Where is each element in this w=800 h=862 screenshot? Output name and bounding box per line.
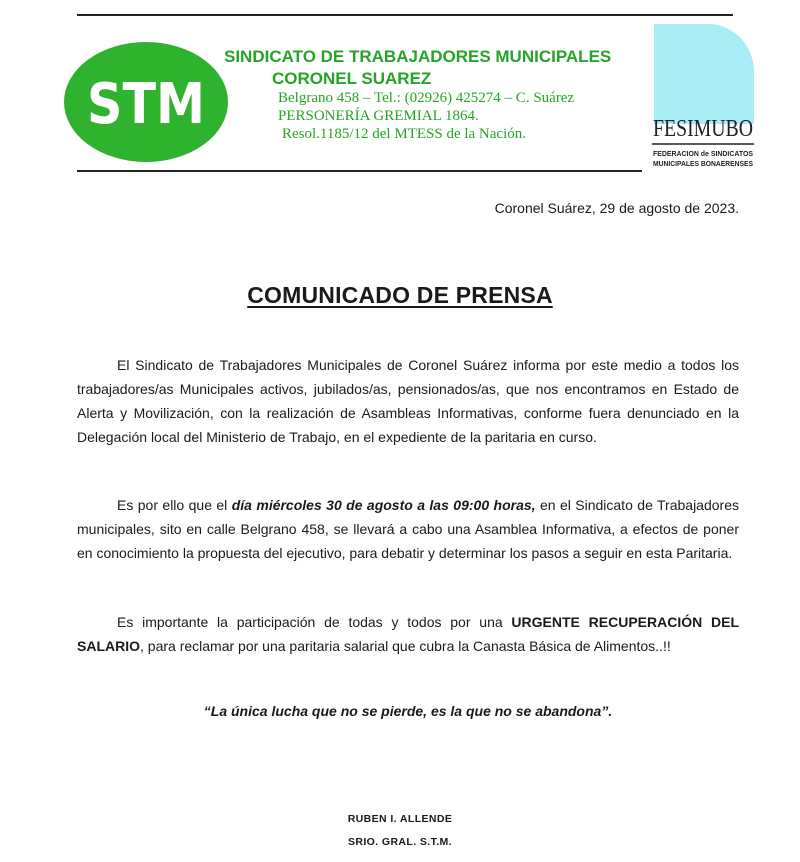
- paragraph-3-start: Es importante la participación de todas y todos por una: [117, 614, 512, 630]
- org-resolution: Resol.1185/12 del MTESS de la Nación.: [282, 126, 526, 142]
- paragraph-2-end: en el Sindicato de Trabajadores municipales, sito en calle Belgrano 458, se llevará a cabo una Asamblea Informativa, a efectos de poner en conocimiento la propuesta del ejecutivo, para debatir y determinar los pasos a seguir en esta Paritaria.: [77, 497, 739, 561]
- page-title: [0, 282, 800, 309]
- paragraph-3-emphasis: URGENTE RECUPERACIÓN DEL SALARIO: [77, 614, 739, 654]
- paragraph-1: El Sindicato de Trabajadores Municipales de Coronel Suárez informa por este medio a todos los trabajadores/as Municipales activos, jubilados/as, pensionados/as, que nos encontramos en Estado de Alerta y Movilización, con la realización de Asambleas Informativas, conforme fuera denunciado en la Delegación local del Ministerio de Trabajo, en el expediente de la paritaria en curso.: [77, 357, 739, 445]
- closing-quote: [0, 703, 800, 719]
- fesimubo-logo: [650, 20, 756, 174]
- paragraph-2-emphasis: día miércoles 30 de agosto a las 09:00 horas,: [231, 497, 536, 513]
- fesimubo-caption-2: MUNICIPALES BONAERENSES: [653, 161, 754, 168]
- paragraph-2: [77, 493, 739, 565]
- closing-quote-text: “La única lucha que no se pierde, es la que no se abandona”.: [203, 703, 613, 719]
- org-city: CORONEL SUAREZ: [272, 69, 432, 88]
- paragraph-2-start: Es por ello que el: [117, 497, 232, 513]
- header-bottom-rule: [77, 170, 642, 172]
- org-address: Belgrano 458 – Tel.: (02926) 425274 – C. Suárez: [278, 90, 575, 106]
- fesimubo-logo-text: FESIMUBO: [653, 116, 753, 142]
- signature-name: RUBEN I. ALLENDE: [347, 813, 453, 825]
- date-line: Coronel Suárez, 29 de agosto de 2023.: [494, 200, 739, 216]
- stm-logo-text: STM: [87, 72, 205, 137]
- header-top-rule: [77, 14, 733, 16]
- page-title-text: COMUNICADO DE PRENSA: [247, 282, 553, 308]
- org-personeria: PERSONERÍA GREMIAL 1864.: [278, 108, 479, 124]
- org-name: SINDICATO DE TRABAJADORES MUNICIPALES: [224, 47, 612, 66]
- stm-logo: [63, 41, 229, 163]
- fesimubo-caption-1: FEDERACION de SINDICATOS: [653, 151, 754, 158]
- paragraph-3-end: , para reclamar por una paritaria salarial que cubra la Canasta Básica de Alimentos..!!: [140, 638, 671, 654]
- signature-role: SRIO. GRAL. S.T.M.: [347, 836, 453, 848]
- paragraph-3: [77, 610, 739, 658]
